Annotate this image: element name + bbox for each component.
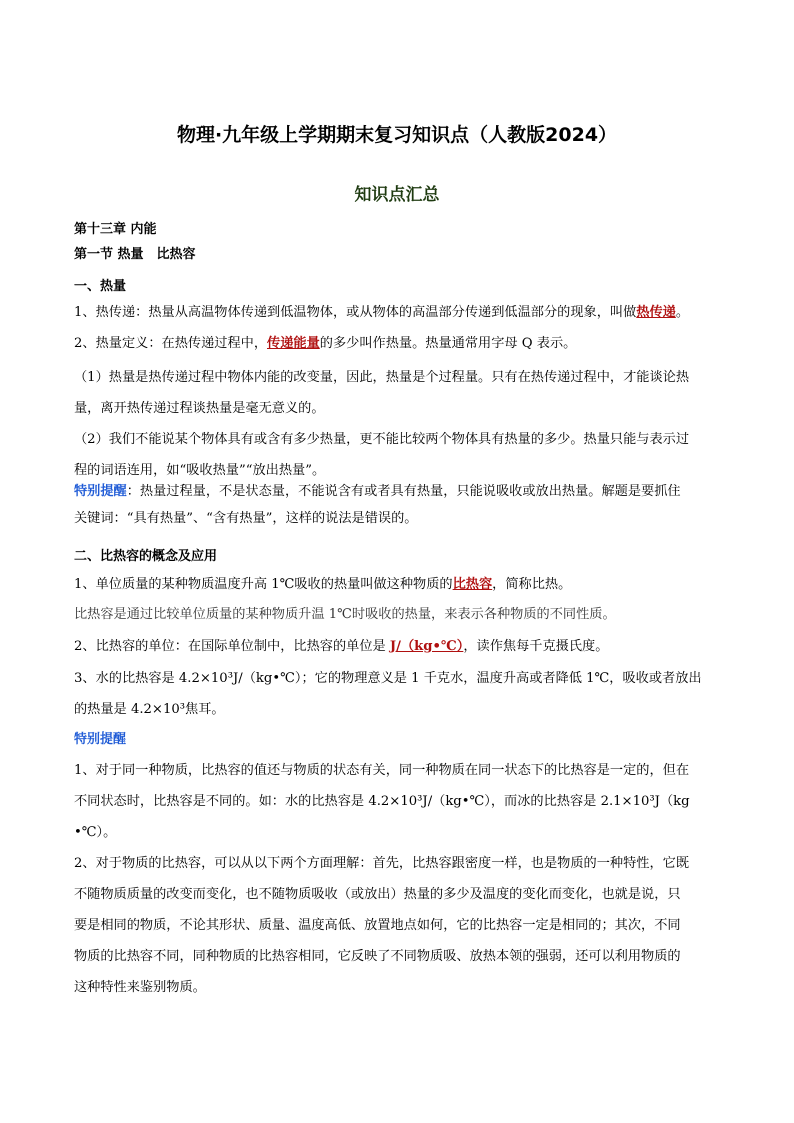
part1-heading: 一、热量 xyxy=(74,279,127,294)
text: 的多少叫作热量。热量通常用字母 Q 表示。 xyxy=(319,336,577,351)
section-heading: 第一节 热量 比热容 xyxy=(74,247,196,262)
tip-paragraph xyxy=(74,478,722,532)
text: ，简称比热。 xyxy=(492,577,572,592)
part2-heading: 二、比热容的概念及应用 xyxy=(74,549,218,564)
keyword: J/（kg•℃） xyxy=(389,639,464,654)
text-line: 的热量是 4.2×10³焦耳。 xyxy=(74,702,225,717)
paragraph: 比热容是通过比较单位质量的某种物质升温 1℃时吸收的热量，来表示各种物质的不同性质。 xyxy=(74,607,616,622)
text-line: （2）我们不能说某个物体具有或含有多少热量，更不能比较两个物体具有热量的多少。热量只能与表示过 xyxy=(74,432,690,447)
document-title: 物理·九年级上学期期末复习知识点（人教版2024） xyxy=(176,124,618,146)
text-line: 2、对于物质的比热容，可以从以下两个方面理解：首先，比热容跟密度一样，也是物质的一种特性，它既 xyxy=(74,856,690,871)
paragraph xyxy=(74,569,722,600)
paragraph xyxy=(74,663,722,725)
text-line: 物质的比热容不同，同种物质的比热容相同，它反映了不同物质吸、放热本领的强弱，还可以利用物质的 xyxy=(74,949,681,964)
document-subtitle: 知识点汇总 xyxy=(354,185,440,205)
text: ，读作焦每千克摄氏度。 xyxy=(463,639,609,654)
text: 1、热传递：热量从高温物体传递到低温物体，或从物体的高温部分传递到低温部分的现象，叫做 xyxy=(74,305,637,320)
paragraph xyxy=(74,424,722,486)
text: 2、比热容的单位：在国际单位制中，比热容的单位是 xyxy=(74,639,390,654)
text-line: 量，离开热传递过程谈热量是毫无意义的。 xyxy=(74,401,325,416)
text-line: 不随物质质量的改变而变化，也不随物质吸收（或放出）热量的多少及温度的变化而变化，也就是说，只 xyxy=(74,887,681,902)
text: 2、热量定义：在热传递过程中， xyxy=(74,336,268,351)
text-line: •℃）。 xyxy=(74,825,117,840)
text: 。 xyxy=(675,305,690,320)
text: ：热量过程量，不是状态量，不能说含有或者具有热量，只能说吸收或放出热量。解题是要抓住 xyxy=(126,484,681,499)
text-line: 1、对于同一种物质，比热容的值还与物质的状态有关，同一种物质在同一状态下的比热容是一定的，但在 xyxy=(74,763,690,778)
paragraph xyxy=(74,328,722,359)
text-line: 这种特性来鉴别物质。 xyxy=(74,980,206,995)
keyword: 比热容 xyxy=(452,577,493,592)
paragraph xyxy=(74,848,722,1003)
paragraph xyxy=(74,362,722,424)
text-line: 关键词：“具有热量”、“含有热量”，这样的说法是错误的。 xyxy=(74,511,418,526)
text-line: 3、水的比热容是 4.2×10³J/（kg•℃）；它的物理意义是 1 千克水，温度升高或者降低 1℃，吸收或者放出 xyxy=(74,671,702,686)
text: 1、单位质量的某种物质温度升高 1℃吸收的热量叫做这种物质的 xyxy=(74,577,453,592)
tip-label: 特别提醒 xyxy=(74,484,127,499)
paragraph xyxy=(74,755,722,848)
text-line: 要是相同的物质，不论其形状、质量、温度高低、放置地点如何，它的比热容一定是相同的；其次，不同 xyxy=(74,918,681,933)
chapter-heading: 第十三章 内能 xyxy=(74,222,157,237)
text-line: 不同状态时，比热容是不同的。如：水的比热容是 4.2×10³J/（kg•℃），而冰的比热容是 2.1×10³J（kg xyxy=(74,794,690,809)
tip-label: 特别提醒 xyxy=(74,732,127,747)
keyword: 传递能量 xyxy=(267,336,320,351)
text-line: （1）热量是热传递过程中物体内能的改变量，因此，热量是个过程量。只有在热传递过程中，才能谈论热 xyxy=(74,370,690,385)
paragraph xyxy=(74,631,722,662)
keyword: 热传递 xyxy=(636,305,676,320)
text-line: 程的词语连用，如“吸收热量”“放出热量”。 xyxy=(74,463,326,478)
paragraph xyxy=(74,297,722,328)
